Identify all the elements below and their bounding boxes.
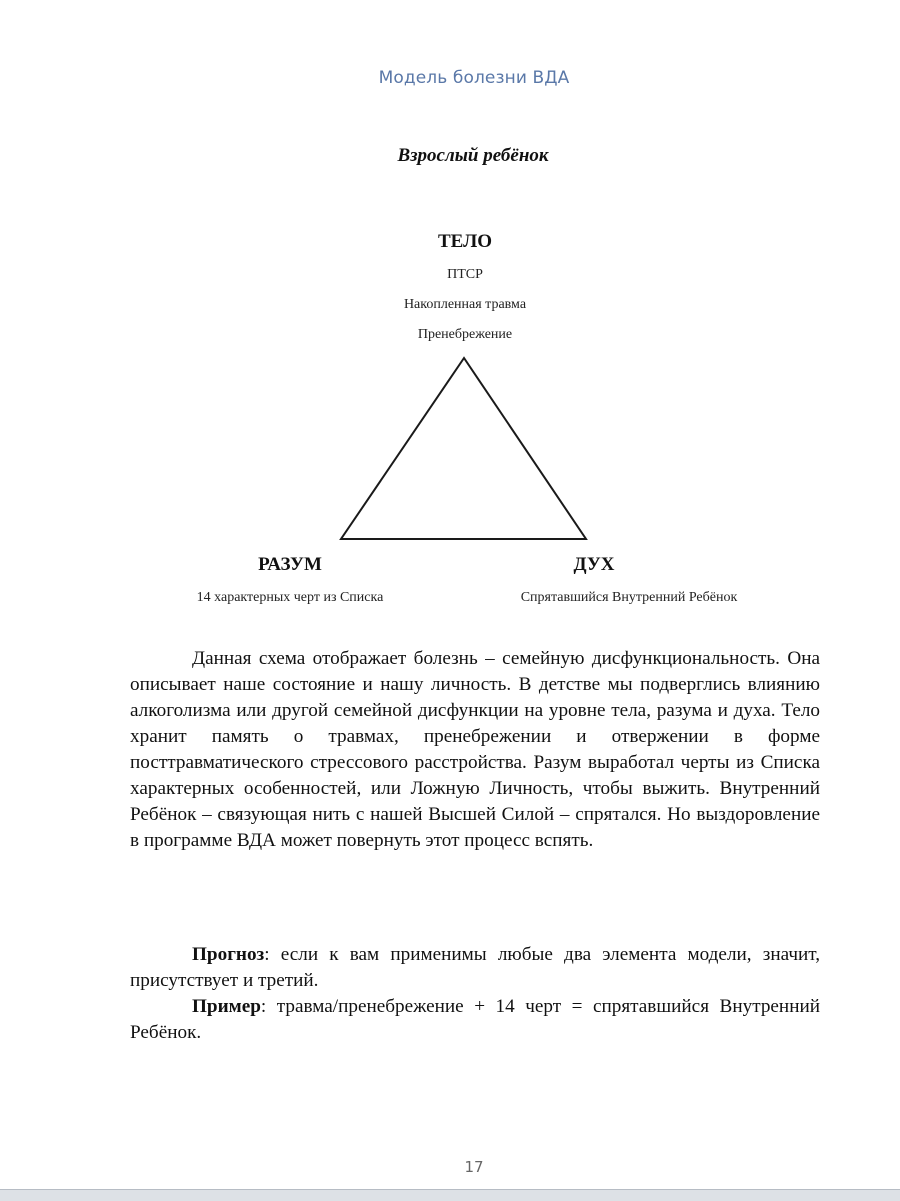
example-text: : травма/пренебрежение + 14 черт = спрятавшийся Внутренний Ребёнок. [130,996,820,1043]
body-paragraph-main: Данная схема отображает болезнь – семейную дисфункциональность. Она описывает наше состояние и нашу личность. В детстве мы подверглись влиянию алкоголизма или другой семейной дисфункции на уровне тела, разума и духа. Тело хранит память о травмах, пренебрежении и отвержении в форме посттравматического стрессового расстройства. Разум выработал черты из Списка характерных особенностей, или Ложную Личность, чтобы выжить. Внутренний Ребёнок – связующая нить с нашей Высшей Силой – спрятался. Но выздоровление в программе ВДА может повернуть этот процесс вспять. [130,648,820,851]
triangle-outline [341,358,586,539]
diagram-node-body-item: Пренебрежение [417,327,513,342]
section-title: Взрослый ребёнок [397,145,549,166]
triangle-diagram-shape [330,350,600,550]
diagram-node-spirit-label: ДУХ [573,554,615,575]
diagram-node-mind-item: 14 характерных черт из Списка [196,590,384,605]
running-header: Модель болезни ВДА [378,68,570,88]
body-paragraph-prognosis [130,942,820,994]
diagram-node-body-label: ТЕЛО [437,231,493,252]
diagram-node-spirit-item: Спрятавшийся Внутренний Ребёнок [520,590,738,605]
viewer-bottom-bar [0,1189,900,1201]
page-number: 17 [464,1158,484,1176]
body-paragraph-example [130,994,820,1046]
diagram-node-body-item: Накопленная травма [403,297,527,312]
diagram-node-body-item: ПТСР [447,267,483,282]
prognosis-text: : если к вам применимы любые два элемента модели, значит, присутствует и третий. [130,944,820,991]
diagram-node-mind-label: РАЗУМ [258,554,322,575]
example-label: Пример [192,996,261,1017]
prognosis-label: Прогноз [192,944,265,965]
